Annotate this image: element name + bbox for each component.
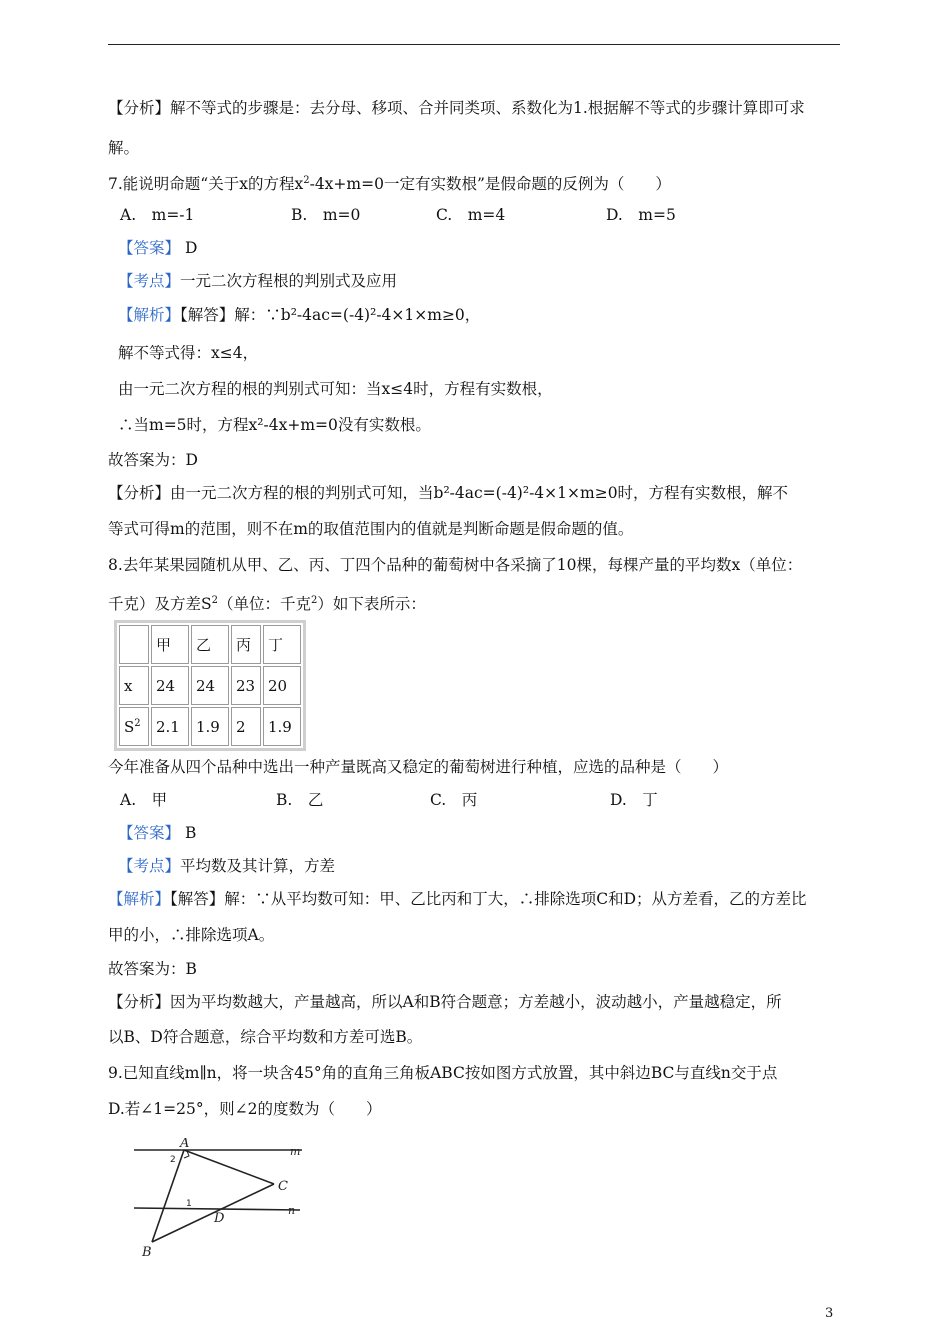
label-angle-1: 1 — [186, 1199, 192, 1209]
q7-jiexi-1: 【解析】【解答】解：∵b²-4ac=(-4)²-4×1×m≥0， — [118, 306, 481, 324]
label-m: m — [290, 1145, 301, 1158]
page-number: 3 — [825, 1306, 834, 1321]
q9-stem-1: 9.已知直线m∥n，将一块含45°角的直角三角板ABC按如图方式放置，其中斜边BC与直线n交于点 — [108, 1064, 778, 1082]
q8-option-b: B. 乙 — [276, 791, 324, 809]
table-header-cell: 乙 — [191, 625, 229, 664]
table-cell: 23 — [231, 666, 261, 705]
q8-stem-1: 8.去年某果园随机从甲、乙、丙、丁四个品种的葡萄树中各采摘了10棵，每棵产量的平均数x（单位： — [108, 556, 803, 574]
table-header-cell: 丁 — [263, 625, 301, 664]
header-rule — [108, 44, 840, 45]
label-c: C — [278, 1179, 288, 1194]
q9-stem-2: D.若∠1=25°，则∠2的度数为（ ） — [108, 1100, 382, 1118]
q7-kaodian: 【考点】一元二次方程根的判别式及应用 — [118, 272, 398, 290]
q8-option-a: A. 甲 — [120, 791, 168, 809]
q8-option-c: C. 丙 — [430, 791, 478, 809]
q8-fenxi-2: 以B、D符合题意，综合平均数和方差可选B。 — [108, 1028, 423, 1046]
label-n: n — [288, 1204, 296, 1217]
q7-jiexi-2: 解不等式得：x≤4， — [118, 344, 259, 362]
q7-option-a: A. m=-1 — [120, 206, 195, 224]
table-row-label: $S^2$ — [119, 707, 149, 746]
q7-conclusion: 故答案为：D — [108, 451, 198, 469]
q8-option-d: D. 丁 — [610, 791, 658, 809]
data-table — [114, 620, 306, 751]
table-cell: 24 — [191, 666, 229, 705]
q8-fenxi-1: 【分析】因为平均数越大，产量越高，所以A和B符合题意；方差越小，波动越小，产量越稳定，所 — [108, 993, 782, 1011]
q8-answer: 【答案】 B — [118, 824, 197, 842]
q8-jiexi-1: 【解析】【解答】解：∵从平均数可知：甲、乙比丙和丁大，∴排除选项C和D；从方差看，乙的方差比 — [108, 890, 807, 908]
table-header-cell: 甲 — [151, 625, 189, 664]
label-angle-2: 2 — [170, 1155, 176, 1165]
q8-stem-3: 今年准备从四个品种中选出一种产量既高又稳定的葡萄树进行种植，应选的品种是（ ） — [108, 758, 729, 776]
table-cell: 1.9 — [263, 707, 301, 746]
table-cell — [119, 625, 149, 664]
table-row — [119, 666, 301, 705]
table-row-label: x — [119, 666, 149, 705]
q8-kaodian: 【考点】平均数及其计算，方差 — [118, 857, 336, 875]
q7-fenxi-1: 【分析】由一元二次方程的根的判别式可知，当b²-4ac=(-4)²-4×1×m≥0时，方程有实数根，解不 — [108, 484, 789, 502]
label-a: A — [180, 1138, 190, 1151]
q8-conclusion: 故答案为：B — [108, 960, 197, 978]
table-cell: 1.9 — [191, 707, 229, 746]
label-b: B — [142, 1245, 152, 1258]
q8-jiexi-2: 甲的小，∴排除选项A。 — [108, 926, 275, 944]
label-d: D — [214, 1211, 225, 1226]
side-bc — [152, 1184, 274, 1242]
side-ac — [184, 1150, 274, 1184]
q7-stem: 7.能说明命题“关于x的方程$x^2-4x+m=0$一定有实数根”是假命题的反例为（ ） — [108, 175, 671, 193]
q7-option-b: B. m=0 — [291, 206, 361, 224]
line-n — [134, 1208, 300, 1210]
q7-answer: 【答案】 D — [118, 239, 198, 257]
q8-stem-2: 千克）及方差$S^2$（单位：千克$^2$）如下表所示： — [108, 595, 426, 613]
table-row — [119, 625, 301, 664]
q7-option-d: D. m=5 — [606, 206, 676, 224]
prev-analysis-line1: 【分析】解不等式的步骤是：去分母、移项、合并同类项、系数化为1.根据解不等式的步骤计算即可求 — [108, 99, 805, 117]
prev-analysis-line2: 解。 — [108, 139, 140, 157]
table-row — [119, 707, 301, 746]
table-cell: 2 — [231, 707, 261, 746]
q7-jiexi-3: 由一元二次方程的根的判别式可知：当x≤4时，方程有实数根， — [118, 380, 553, 398]
table-cell: 20 — [263, 666, 301, 705]
q7-option-c: C. m=4 — [436, 206, 506, 224]
q7-fenxi-2: 等式可得m的范围，则不在m的取值范围内的值就是判断命题是假命题的值。 — [108, 520, 634, 538]
table-header-cell: 丙 — [231, 625, 261, 664]
table-cell: 24 — [151, 666, 189, 705]
q7-jiexi-4: ∴当m=5时，方程x²-4x+m=0没有实数根。 — [118, 416, 431, 434]
geometry-figure — [132, 1138, 312, 1258]
table-cell: 2.1 — [151, 707, 189, 746]
